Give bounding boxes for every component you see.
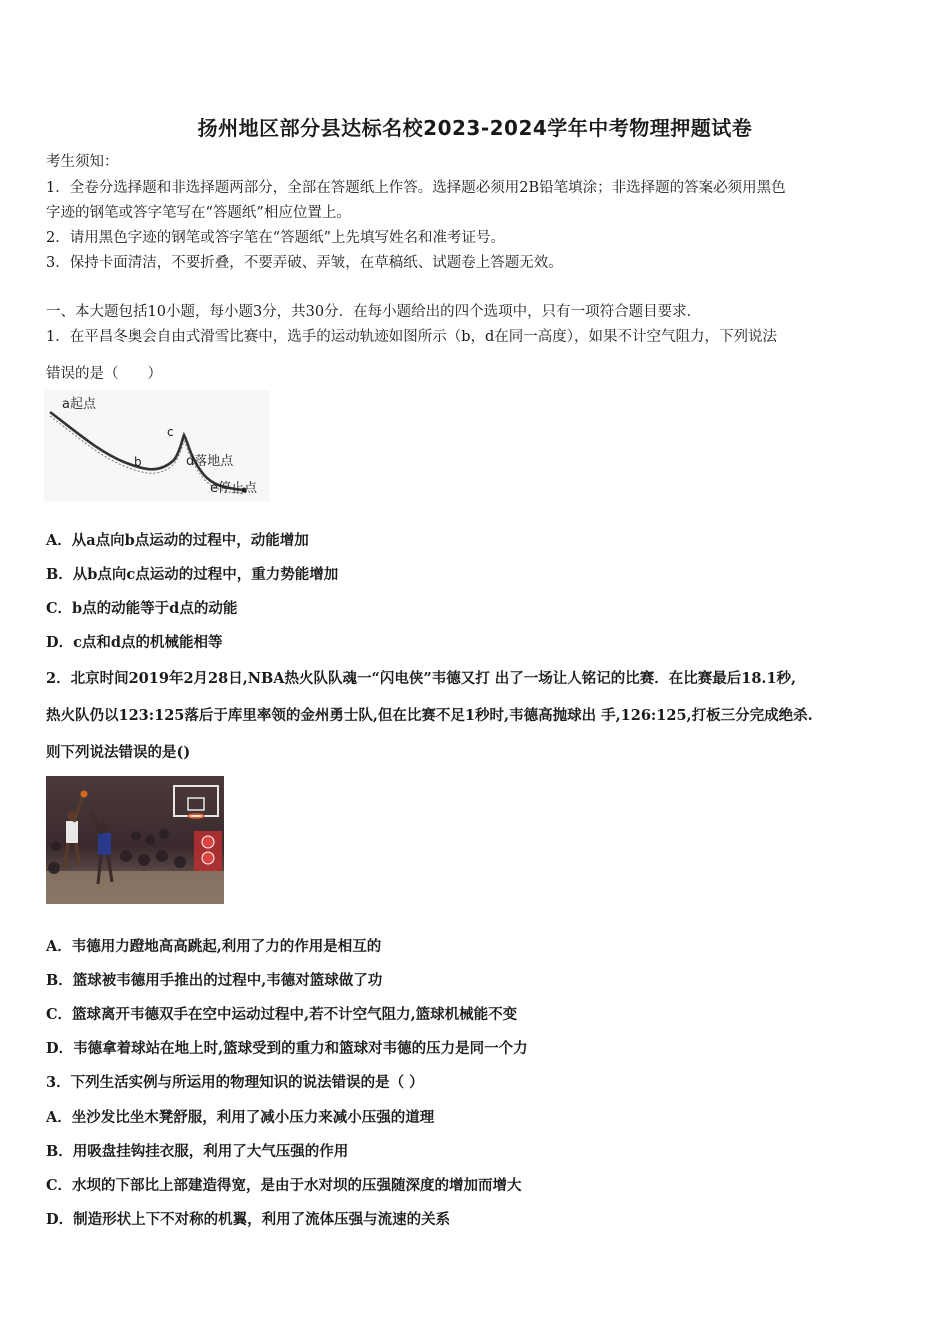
question-2-option: B．篮球被韦德用手推出的过程中,韦德对篮球做了功 bbox=[46, 972, 383, 989]
question-1-option: C．b点的动能等于d点的动能 bbox=[46, 600, 238, 617]
basketball bbox=[81, 791, 88, 798]
question-1-option: A．从a点向b点运动的过程中，动能增加 bbox=[46, 532, 309, 549]
question-3-stem: 3．下列生活实例与所运用的物理知识的说法错误的是（ ） bbox=[46, 1074, 424, 1091]
notice-heading: 考生须知： bbox=[46, 154, 119, 170]
label-e: e停止点 bbox=[210, 481, 257, 496]
question-2-stem: 则下列说法错误的是() bbox=[46, 744, 191, 761]
label-b: b bbox=[134, 455, 142, 469]
label-a: a起点 bbox=[62, 397, 96, 412]
question-1-option: B．从b点向c点运动的过程中，重力势能增加 bbox=[46, 566, 339, 583]
question-1-option: D．c点和d点的机械能相等 bbox=[46, 634, 223, 651]
question-1-stem: 错误的是（ ） bbox=[46, 366, 162, 382]
question-2-option: C．篮球离开韦德双手在空中运动过程中,若不计空气阻力,篮球机械能不变 bbox=[46, 1006, 518, 1023]
question-2-option: D．韦德拿着球站在地上时,篮球受到的重力和篮球对韦德的压力是同一个力 bbox=[46, 1040, 528, 1057]
question-2-option: A．韦德用力蹬地高高跳起,利用了力的作用是相互的 bbox=[46, 938, 382, 955]
question-2-stem: 2．北京时间2019年2月28日,NBA热火队队魂一“闪电侠”韦德又打 出了一场让人铭记的比赛．在比赛最后18.1秒, bbox=[46, 670, 797, 687]
notice-item: 3．保持卡面清洁，不要折叠，不要弄破、弄皱，在草稿纸、试题卷上答题无效。 bbox=[46, 255, 563, 271]
question-3-option: A．坐沙发比坐木凳舒服，利用了减小压力来减小压强的道理 bbox=[46, 1109, 435, 1126]
label-c: c bbox=[167, 425, 174, 439]
section-heading: 一、本大题包括10小题，每小题3分，共30分．在每小题给出的四个选项中，只有一项符合题目要求． bbox=[46, 304, 702, 320]
question-3-option: B．用吸盘挂钩挂衣服，利用了大气压强的作用 bbox=[46, 1143, 349, 1160]
exam-title: 扬州地区部分县达标名校2023-2024学年中考物理押题试卷 bbox=[197, 116, 753, 140]
question-2-stem: 热火队仍以123:125落后于库里率领的金州勇士队,但在比赛不足1秒时,韦德高抛球出 手,126:125,打板三分完成绝杀. bbox=[46, 707, 813, 724]
question-3-option: C．水坝的下部比上部建造得宽，是由于水对坝的压强随深度的增加而增大 bbox=[46, 1177, 522, 1194]
ski-trajectory-figure bbox=[44, 390, 270, 502]
question-1-stem: 1．在平昌冬奥会自由式滑雪比赛中，选手的运动轨迹如图所示（b，d在同一高度），如果不计空气阻力，下列说法 bbox=[46, 329, 778, 345]
notice-item: 1．全卷分选择题和非选择题两部分，全部在答题纸上作答。选择题必须用2B铅笔填涂；非选择题的答案必须用黑色 bbox=[46, 180, 786, 196]
question-3-option: D．制造形状上下不对称的机翼，利用了流体压强与流速的关系 bbox=[46, 1211, 451, 1228]
label-d: d落地点 bbox=[186, 454, 234, 469]
basketball-photo bbox=[46, 776, 224, 904]
notice-item: 2．请用黑色字迹的钢笔或答字笔在“答题纸”上先填写姓名和准考证号。 bbox=[46, 230, 506, 246]
notice-item: 字迹的钢笔或答字笔写在“答题纸”相应位置上。 bbox=[46, 205, 351, 221]
